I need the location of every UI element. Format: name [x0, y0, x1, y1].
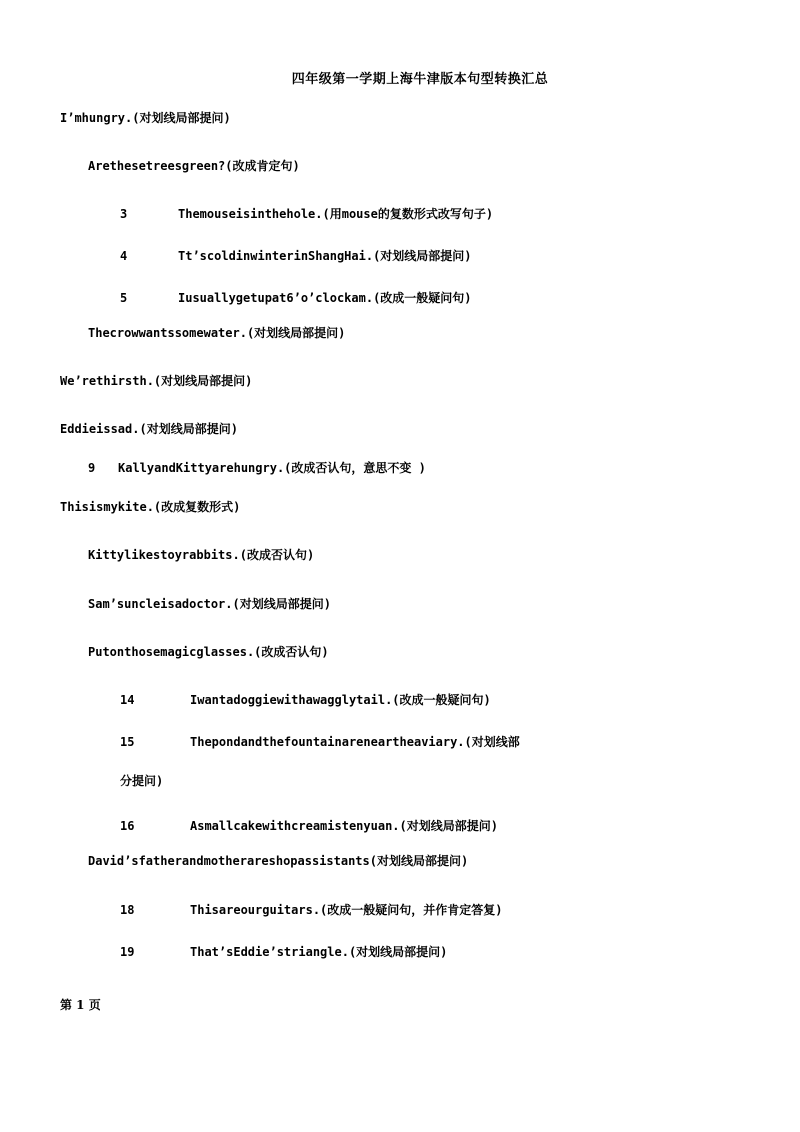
sentence-line-15-continued [120, 773, 163, 789]
sentence-line-4 [120, 248, 472, 264]
sentence-number: 5 [120, 291, 128, 305]
sentence-text: Asmallcakewithcreamistenyuan.(对划线局部提问) [190, 819, 498, 833]
sentence-text: Themouseisinthehole.(用mouse的复数形式改写句子) [178, 207, 494, 221]
sentence-text: 分提问) [120, 774, 164, 788]
sentence-text: We’rethirsth.(对划线局部提问) [60, 374, 253, 388]
sentence-text: Tt’scoldinwinterinShangHai.(对划线局部提问) [178, 249, 472, 263]
sentence-text: Sam’suncleisadoctor.(对划线局部提问) [88, 597, 331, 611]
page-number-footer: 第 1 页 [60, 998, 101, 1012]
sentence-text: Arethesetreesgreen?(改成肯定句) [88, 159, 300, 173]
sentence-line-8 [60, 421, 238, 437]
sentence-line-12 [88, 596, 331, 612]
sentence-line-15 [120, 734, 520, 750]
sentence-line-1 [60, 110, 231, 126]
sentence-line-16 [120, 818, 498, 834]
sentence-number: 4 [120, 249, 128, 263]
sentence-number: 15 [120, 735, 135, 749]
sentence-line-6 [88, 325, 345, 341]
sentence-text: Kittylikestoyrabbits.(改成否认句) [88, 548, 315, 562]
sentence-line-2 [88, 158, 300, 174]
sentence-number: 9 [88, 461, 96, 475]
sentence-text: Thisismykite.(改成复数形式) [60, 500, 241, 514]
sentence-number: 16 [120, 819, 135, 833]
sentence-line-14 [120, 692, 491, 708]
document-title: 四年级第一学期上海牛津版本句型转换汇总 [291, 72, 549, 87]
sentence-text: That’sEddie’striangle.(对划线局部提问) [190, 945, 448, 959]
sentence-line-9 [88, 460, 426, 476]
sentence-number: 19 [120, 945, 135, 959]
sentence-text: Thecrowwantssomewater.(对划线局部提问) [88, 326, 346, 340]
sentence-text: Putonthosemagicglasses.(改成否认句) [88, 645, 329, 659]
sentence-text: Iwantadoggiewithawagglytail.(改成一般疑问句) [190, 693, 491, 707]
sentence-text: I’mhungry.(对划线局部提问) [60, 111, 231, 125]
sentence-line-17 [88, 853, 468, 869]
sentence-number: 18 [120, 903, 135, 917]
sentence-line-10 [60, 499, 240, 515]
sentence-text: David’sfatherandmotherareshopassistants(对划线局部提问) [88, 854, 469, 868]
sentence-number: 14 [120, 693, 135, 707]
sentence-line-11 [88, 547, 314, 563]
sentence-text: Thisareourguitars.(改成一般疑问句，并作肯定答复) [190, 903, 503, 917]
sentence-line-19 [120, 944, 447, 960]
sentence-line-18 [120, 902, 503, 918]
sentence-text: Iusuallygetupat6’o’clockam.(改成一般疑问句) [178, 291, 472, 305]
sentence-line-5 [120, 290, 472, 306]
sentence-number: 3 [120, 207, 128, 221]
sentence-text: KallyandKittyarehungry.(改成否认句，意思不变 ) [118, 461, 426, 475]
sentence-text: Eddieissad.(对划线局部提问) [60, 422, 238, 436]
sentence-line-13 [88, 644, 329, 660]
sentence-line-3 [120, 206, 493, 222]
sentence-line-7 [60, 373, 252, 389]
sentence-text: Thepondandthefountainareneartheaviary.(对划线部 [190, 735, 520, 749]
